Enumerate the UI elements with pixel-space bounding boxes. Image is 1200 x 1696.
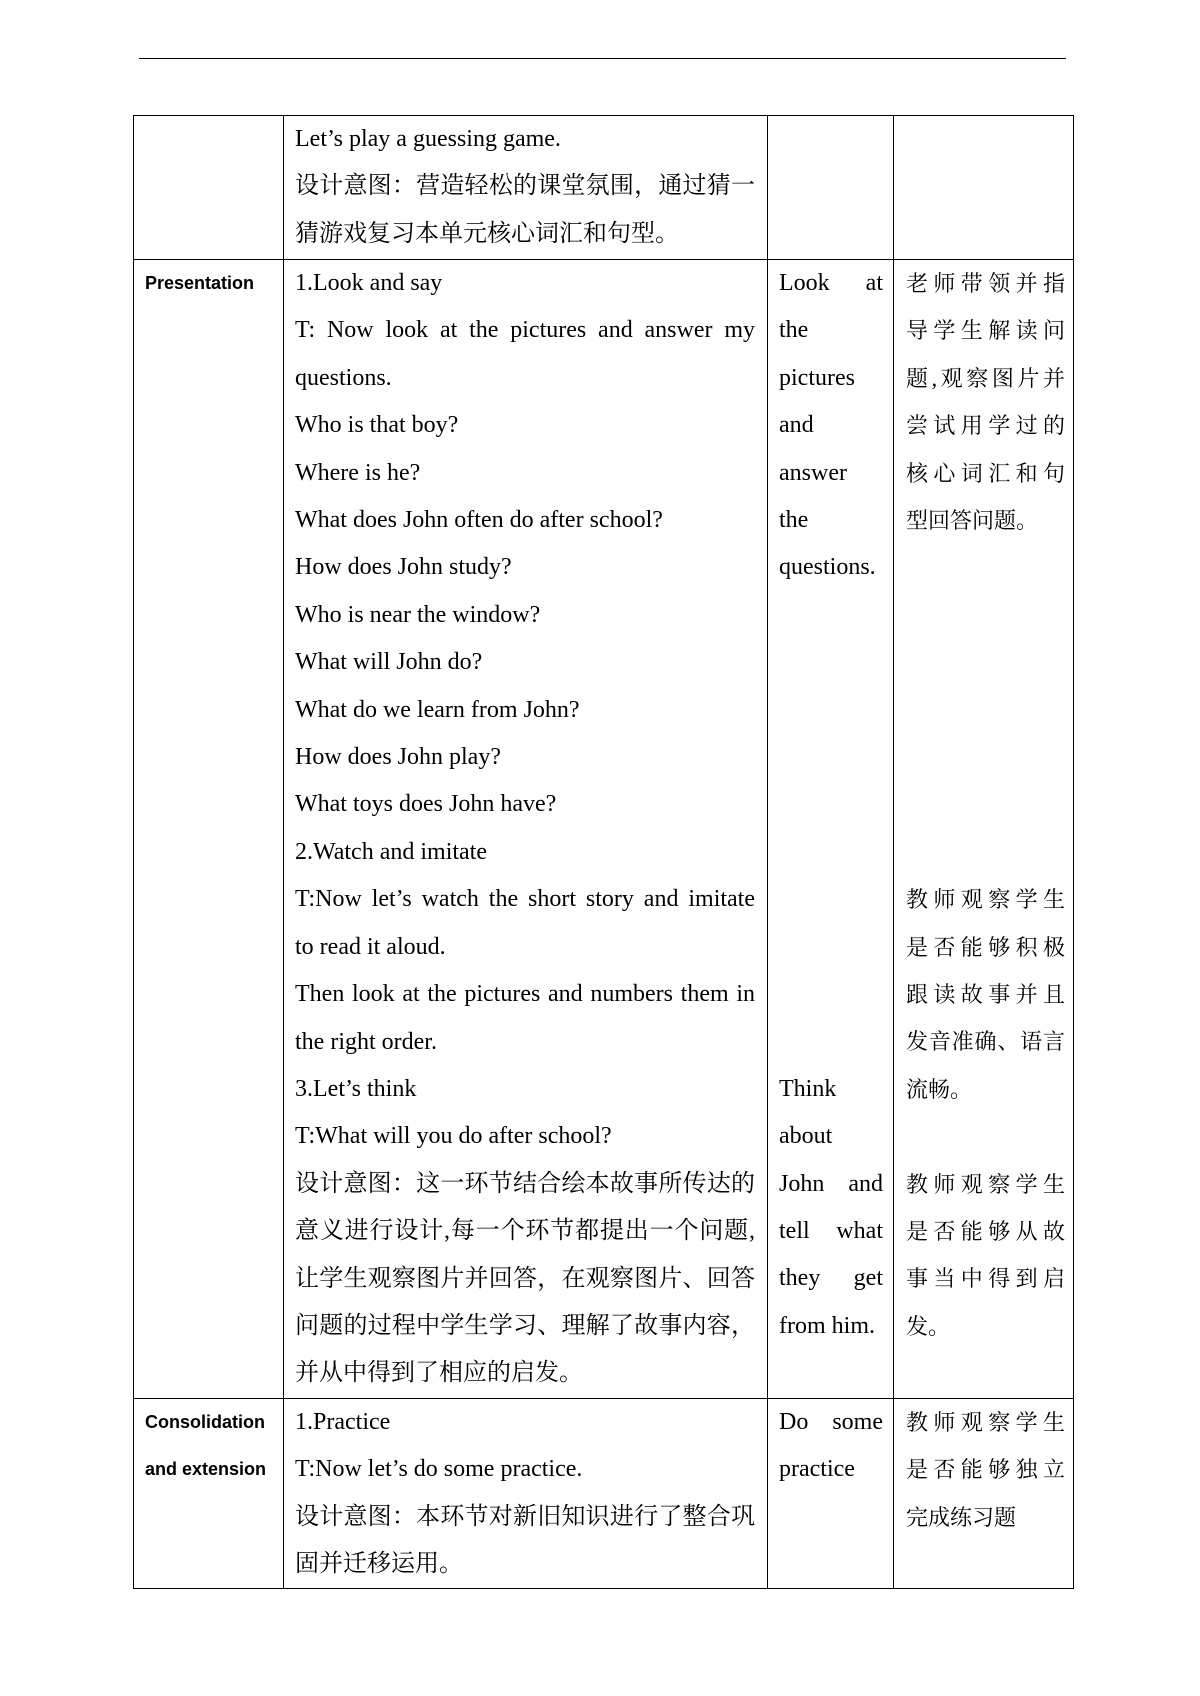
table-row [134,116,1074,260]
text-line: Who is near the window? [295,601,541,628]
text-line: Who is that boy? [295,412,459,439]
text-line: T:Now let’s do some practice. [295,1456,583,1483]
text-line: 教师观察学生 [906,1409,1065,1435]
activity-cell [284,116,768,260]
text-line: 2.Watch and imitate [295,838,487,865]
paragraph [295,307,755,402]
paragraph [295,163,755,258]
paragraph [295,639,755,686]
text-line: T:Now let’s watch the short story and imitate [295,886,755,913]
paragraph [906,876,1065,1113]
text-line: questions. [779,554,876,581]
text-line: Look at [779,270,883,296]
text-line: 设计意图：本环节对新旧知识进行了整合巩 [295,1503,755,1530]
text-line: T:What will you do after school? [295,1123,612,1150]
paragraph [295,260,755,307]
text-line: tell what [779,1218,883,1245]
stage-label: Presentation [145,273,255,293]
text-line: from him. [779,1312,875,1339]
text-line: about [779,1123,833,1150]
text-line: Where is he? [295,459,421,486]
paragraph [295,734,755,781]
note-cell [894,116,1074,260]
text-line: and [779,412,814,439]
paragraph [295,450,755,497]
text-line: 猜游戏复习本单元核心词汇和句型。 [295,220,679,247]
text-line: 事当中得到启 [906,1266,1065,1292]
paragraph [295,1494,755,1589]
text-line: questions. [295,364,392,391]
paragraph [779,260,883,592]
student-activity-cell [768,260,894,1399]
text-line: How does John play? [295,744,501,771]
text-line: Do some [779,1408,883,1435]
paragraph [779,1399,883,1494]
paragraph [295,1113,755,1160]
text-line: 教师观察学生 [906,887,1065,913]
text-line: the [779,317,809,344]
text-line: 是否能够独立 [906,1457,1065,1483]
text-line: 跟读故事并且 [906,982,1065,1008]
text-line: pictures [779,364,855,391]
text-line: 是否能够从故 [906,1219,1065,1245]
text-line: How does John study? [295,554,512,581]
text-line: 意义进行设计,每一个环节都提出一个问题, [295,1218,755,1245]
activity-cell [284,260,768,1399]
stage-cell [134,1398,284,1589]
paragraph [295,116,755,163]
text-line: 完成练习题 [906,1504,1017,1530]
text-line: 设计意图：这一环节结合绘本故事所传达的 [295,1170,755,1197]
text-line: the right order. [295,1028,437,1055]
text-line: 3.Let’s think [295,1075,417,1102]
paragraph [295,497,755,544]
paragraph [295,1446,755,1493]
text-line: 问题的过程中学生学习、理解了故事内容， [295,1312,755,1339]
paragraph [295,402,755,449]
text-line: 型回答问题。 [906,508,1039,534]
text-line: 1.Practice [295,1408,391,1435]
text-line: What toys does John have? [295,791,557,818]
text-line: practice [779,1456,855,1483]
header-rule [139,58,1066,59]
table-row [134,1398,1074,1589]
paragraph [295,829,755,876]
text-line: and extension [145,1459,267,1480]
paragraph [295,544,755,591]
stage-cell [134,260,284,1399]
text-line: Then look at the pictures and numbers them in [295,981,755,1008]
text-line: 设计意图：营造轻松的课堂氛围，通过猜一 [295,173,755,200]
text-line: Consolidation [145,1411,265,1432]
text-line: the [779,507,809,534]
paragraph [779,1066,883,1350]
paragraph [906,260,1065,544]
text-line: What will John do? [295,649,483,676]
paragraph [295,1161,755,1398]
text-line: 发音准确、语言 [906,1029,1065,1055]
text-line: 是否能够积极 [906,934,1065,960]
text-line: to read it aloud. [295,933,446,960]
note-cell [894,1398,1074,1589]
text-line: 1.Look and say [295,270,443,296]
text-line: 核心词汇和句 [906,460,1065,486]
student-activity-cell [768,116,894,260]
paragraph [295,781,755,828]
stage-label [145,1399,277,1494]
text-line: 流畅。 [906,1076,973,1102]
text-line: John and [779,1170,883,1197]
text-line: T: Now look at the pictures and answer my [295,317,755,344]
text-line: 题,观察图片并 [906,365,1065,391]
text-line: 固并迁移运用。 [295,1550,463,1577]
text-line: 让学生观察图片并回答，在观察图片、回答 [295,1265,755,1292]
activity-cell [284,1398,768,1589]
paragraph [295,971,755,1066]
student-activity-cell [768,1398,894,1589]
paragraph [295,687,755,734]
text-line: answer [779,459,847,486]
text-line: Think [779,1075,837,1102]
table-row [134,260,1074,1399]
paragraph [295,1399,755,1446]
paragraph [295,1066,755,1113]
text-line: 导学生解读问 [906,318,1065,344]
text-line: they get [779,1265,883,1292]
text-line: 发。 [906,1313,951,1339]
text-line: 并从中得到了相应的启发。 [295,1360,583,1387]
lesson-plan-table [133,115,1074,1589]
stage-cell [134,116,284,260]
paragraph [906,1399,1065,1541]
paragraph [295,592,755,639]
text-line: 尝试用学过的 [906,413,1065,439]
note-cell [894,260,1074,1399]
paragraph [295,876,755,971]
text-line: What does John often do after school? [295,507,663,534]
paragraph [906,1161,1065,1351]
text-line: 老师带领并指 [906,271,1065,296]
text-line: 教师观察学生 [906,1171,1065,1197]
text-line: What do we learn from John? [295,696,580,723]
text-line: Let’s play a guessing game. [295,126,561,152]
